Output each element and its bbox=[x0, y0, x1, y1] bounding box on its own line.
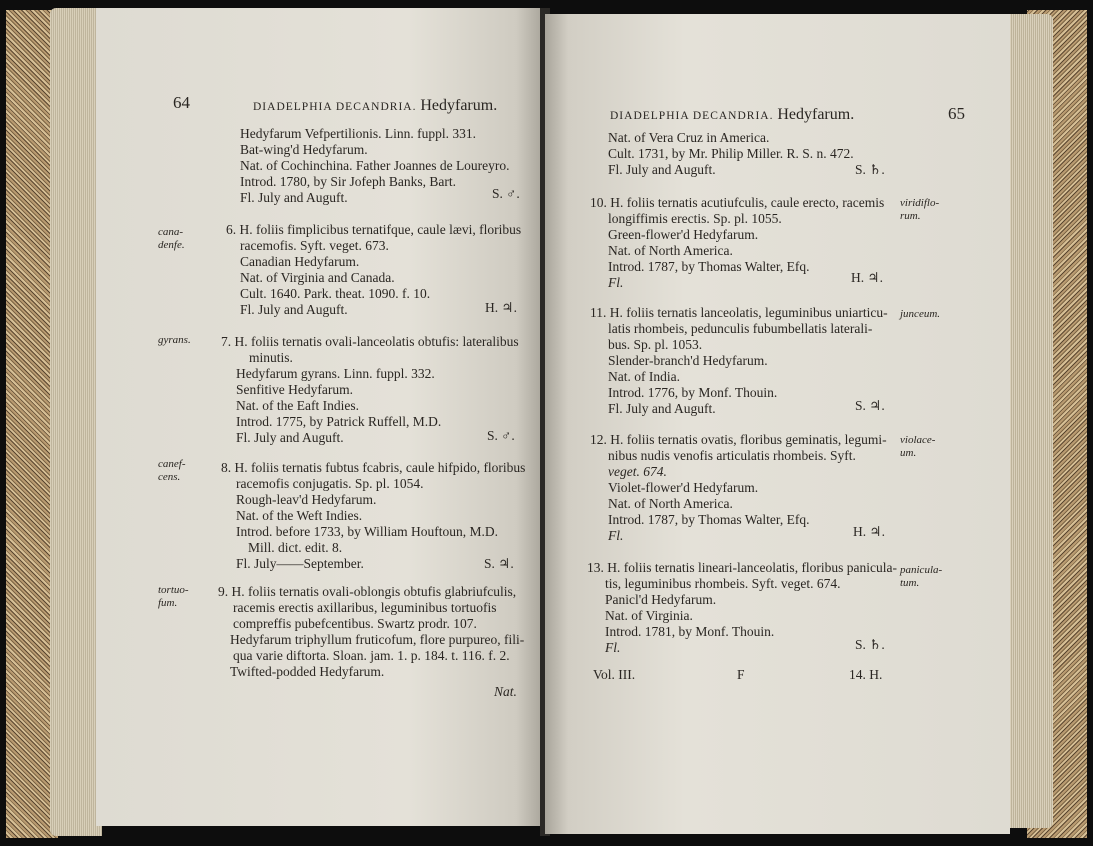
text-line: Fl. bbox=[608, 528, 624, 543]
text-line: Fl. July and Auguft. bbox=[240, 190, 348, 205]
text-line: Fl. bbox=[608, 275, 624, 290]
text-line: Nat. of North America. bbox=[608, 243, 733, 258]
text-line: Nat. of North America. bbox=[608, 496, 733, 511]
left-header-class: DIADELPHIA DECANDRIA. bbox=[253, 101, 417, 113]
text-line: Nat. of India. bbox=[608, 369, 680, 384]
right-header-genus: Hedyfarum. bbox=[777, 106, 855, 123]
text-line: Rough-leav'd Hedyfarum. bbox=[236, 492, 377, 507]
text-line: Panicl'd Hedyfarum. bbox=[605, 592, 717, 607]
text-line: Introd. 1780, by Sir Jofeph Banks, Bart. bbox=[240, 174, 456, 189]
status-mark: H. ♃. bbox=[851, 270, 883, 285]
text-line: Cult. 1731, by Mr. Philip Miller. R. S. n. 472. bbox=[608, 146, 854, 161]
status-mark: H. ♃. bbox=[485, 300, 517, 315]
margin-note: um. bbox=[900, 447, 917, 459]
margin-note: cana- bbox=[158, 226, 184, 238]
text-line: Twifted-podded Hedyfarum. bbox=[230, 664, 385, 679]
margin-note: gyrans. bbox=[158, 334, 191, 346]
text-line: Mill. dict. edit. 8. bbox=[248, 540, 343, 555]
text-line: 13. H. foliis ternatis lineari-lanceolatis, floribus panicula- bbox=[587, 560, 898, 575]
text-line: Violet-flower'd Hedyfarum. bbox=[608, 480, 759, 495]
text-line: racemofis. Syft. veget. 673. bbox=[240, 238, 389, 253]
left-header-genus: Hedyfarum. bbox=[420, 97, 498, 114]
text-line: longiffimis erectis. Sp. pl. 1055. bbox=[608, 211, 782, 226]
text-line: Cult. 1640. Park. theat. 1090. f. 10. bbox=[240, 286, 431, 301]
text-line: minutis. bbox=[249, 350, 293, 365]
right-page-number: 65 bbox=[948, 104, 965, 123]
margin-note: tortuo- bbox=[158, 584, 189, 596]
volume-signature: Vol. III. bbox=[593, 667, 636, 682]
text-line: Introd. 1787, by Thomas Walter, Efq. bbox=[608, 259, 810, 274]
status-mark: S. ♃. bbox=[855, 398, 885, 413]
status-mark: S. ♃. bbox=[484, 556, 514, 571]
margin-note: violace- bbox=[900, 434, 936, 446]
text-line: Hedyfarum Vefpertilionis. Linn. fuppl. 331. bbox=[240, 126, 476, 141]
text-line: Fl. July and Auguft. bbox=[608, 401, 716, 416]
catchword: Nat. bbox=[494, 684, 517, 699]
text-line: Nat. of the Eaft Indies. bbox=[236, 398, 359, 413]
right-header-class: DIADELPHIA DECANDRIA. bbox=[610, 110, 774, 122]
text-line: 12. H. foliis ternatis ovatis, floribus geminatis, legumi- bbox=[590, 432, 887, 447]
margin-note: rum. bbox=[900, 210, 921, 222]
text-line: Green-flower'd Hedyfarum. bbox=[608, 227, 759, 242]
status-mark: H. ♃. bbox=[853, 524, 885, 539]
text-line: Fl. July and Auguft. bbox=[236, 430, 344, 445]
text-line: Canadian Hedyfarum. bbox=[240, 254, 360, 269]
margin-note: cens. bbox=[158, 471, 181, 483]
text-line: Fl. bbox=[605, 640, 621, 655]
left-page-number: 64 bbox=[173, 93, 190, 112]
text-line: Nat. of Vera Cruz in America. bbox=[608, 130, 770, 145]
text-line: bus. Sp. pl. 1053. bbox=[608, 337, 703, 352]
text-line: Introd. 1787, by Thomas Walter, Efq. bbox=[608, 512, 810, 527]
text-line: Introd. 1775, by Patrick Ruffell, M.D. bbox=[236, 414, 442, 429]
text-line: Fl. July and Auguft. bbox=[608, 162, 716, 177]
margin-note: canef- bbox=[158, 458, 186, 470]
text-line: Hedyfarum gyrans. Linn. fuppl. 332. bbox=[236, 366, 435, 381]
text-line: compreffis pubefcentibus. Swartz prodr. 107. bbox=[233, 616, 477, 631]
text-line: Introd. before 1733, by William Houftoun, M.D. bbox=[236, 524, 499, 539]
status-mark: S. ♄. bbox=[855, 637, 885, 652]
status-mark: S. ♂. bbox=[487, 428, 515, 443]
status-mark: S. ♂. bbox=[492, 186, 520, 201]
margin-note: panicula- bbox=[900, 564, 943, 576]
text-line: racemofis conjugatis. Sp. pl. 1054. bbox=[236, 476, 424, 491]
text-line: racemis erectis axillaribus, leguminibus tortuofis bbox=[233, 600, 497, 615]
signature-letter: F bbox=[737, 667, 745, 682]
margin-note: viridiflo- bbox=[900, 197, 940, 209]
text-line: Nat. of the Weft Indies. bbox=[236, 508, 363, 523]
text-line: nibus nudis venofis articulatis rhombeis. Syft. bbox=[608, 448, 856, 463]
text-line: Fl. July and Auguft. bbox=[240, 302, 348, 317]
margin-note: junceum. bbox=[900, 308, 941, 320]
text-line: Slender-branch'd Hedyfarum. bbox=[608, 353, 768, 368]
text-line: Senfitive Hedyfarum. bbox=[236, 382, 353, 397]
text-line: veget. 674. bbox=[608, 464, 667, 479]
text-line: qua varie diftorta. Sloan. jam. 1. p. 184. t. 116. f. 2. bbox=[233, 648, 510, 663]
margin-note: fum. bbox=[158, 597, 178, 609]
text-line: 10. H. foliis ternatis acutiufculis, caule erecto, racemis bbox=[590, 195, 885, 210]
text-line: Fl. July——September. bbox=[236, 556, 364, 571]
text-line: Nat. of Virginia and Canada. bbox=[240, 270, 395, 285]
text-line: Introd. 1781, by Monf. Thouin. bbox=[605, 624, 775, 639]
status-mark: S. ♄. bbox=[855, 162, 885, 177]
right-running-head bbox=[610, 106, 854, 124]
text-line: Bat-wing'd Hedyfarum. bbox=[240, 142, 368, 157]
text-line: 9. H. foliis ternatis ovali-oblongis obtufis glabriufculis, bbox=[218, 584, 517, 599]
catchword: 14. H. bbox=[849, 667, 883, 682]
text-line: 6. H. foliis fimplicibus ternatifque, caule lævi, floribus bbox=[226, 222, 522, 237]
text-line: Hedyfarum triphyllum fruticofum, flore purpureo, fili- bbox=[230, 632, 525, 647]
text-line: 8. H. foliis ternatis fubtus fcabris, caule hifpido, floribus bbox=[221, 460, 526, 475]
text-line: latis rhombeis, pedunculis fubumbellatis laterali- bbox=[608, 321, 873, 336]
text-line: Nat. of Cochinchina. Father Joannes de Loureyro. bbox=[240, 158, 510, 173]
page-stack-left bbox=[50, 8, 102, 836]
margin-note: denfe. bbox=[158, 239, 185, 251]
page-stack-right bbox=[1005, 14, 1053, 828]
text-line: 7. H. foliis ternatis ovali-lanceolatis obtufis: lateralibus bbox=[221, 334, 519, 349]
text-line: Nat. of Virginia. bbox=[605, 608, 693, 623]
text-line: 11. H. foliis ternatis lanceolatis, leguminibus uniarticu- bbox=[590, 305, 888, 320]
margin-note: tum. bbox=[900, 577, 920, 589]
text-line: Introd. 1776, by Monf. Thouin. bbox=[608, 385, 778, 400]
text-line: tis, leguminibus rhombeis. Syft. veget. 674. bbox=[605, 576, 841, 591]
left-running-head bbox=[253, 97, 497, 115]
